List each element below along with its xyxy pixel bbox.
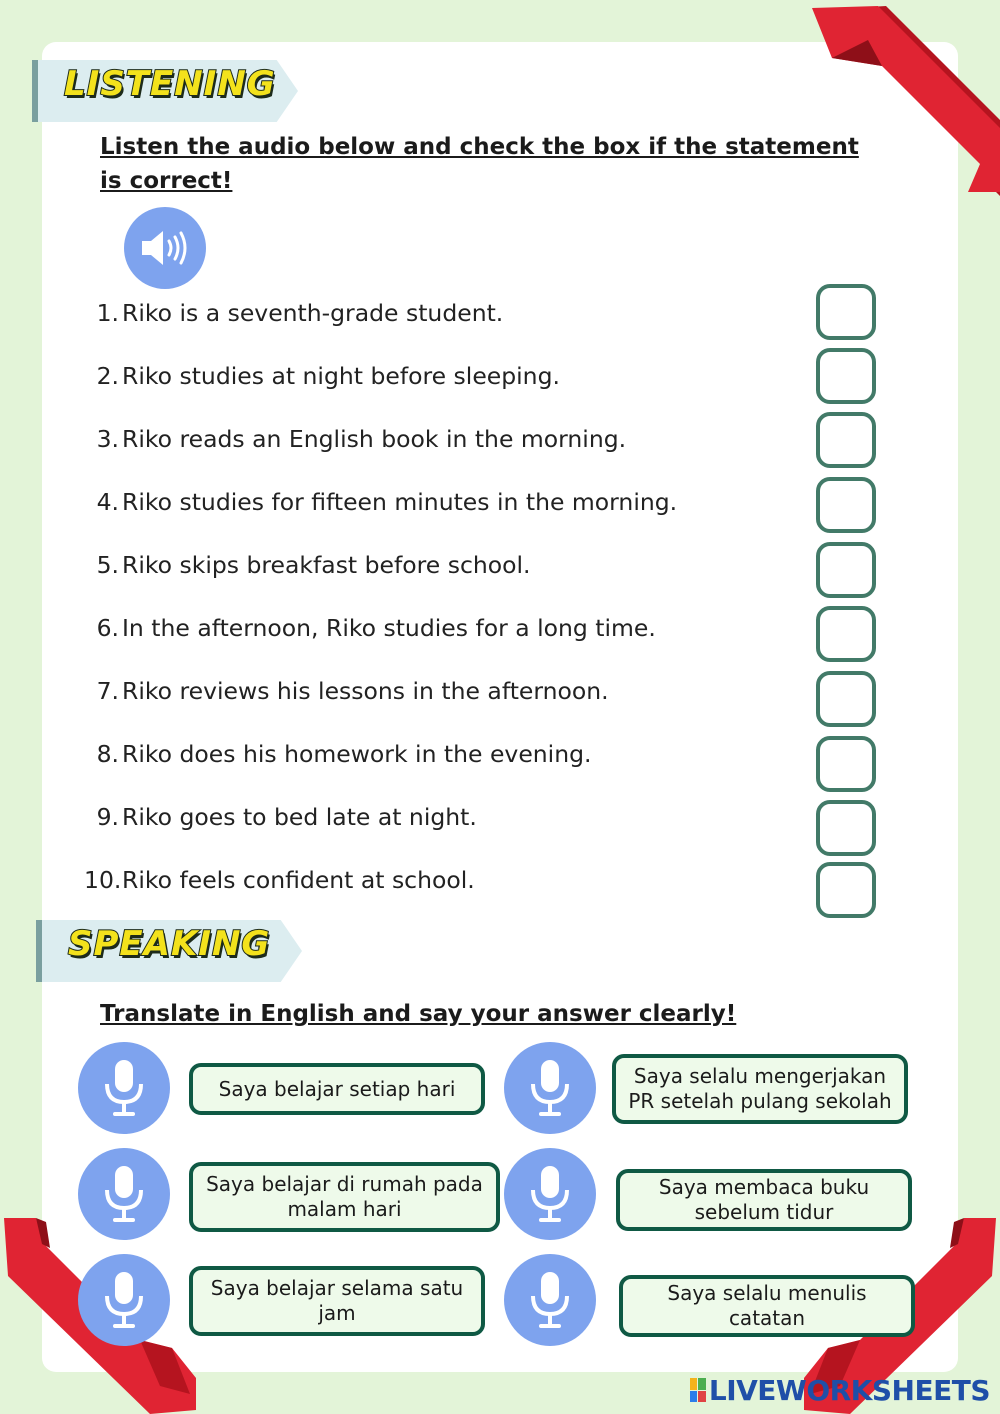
record-button-1[interactable] bbox=[78, 1042, 170, 1134]
answer-checkbox-6[interactable] bbox=[816, 606, 876, 662]
statement-item: 3. Riko reads an English book in the morning. bbox=[96, 425, 627, 453]
record-button-4[interactable] bbox=[504, 1148, 596, 1240]
microphone-icon bbox=[528, 1164, 572, 1224]
record-button-2[interactable] bbox=[504, 1042, 596, 1134]
answer-checkbox-4[interactable] bbox=[816, 477, 876, 533]
listening-title: LISTENING bbox=[64, 64, 276, 104]
audio-play-button[interactable] bbox=[124, 207, 206, 289]
liveworksheets-logo[interactable] bbox=[690, 1372, 990, 1408]
answer-checkbox-8[interactable] bbox=[816, 736, 876, 792]
microphone-icon bbox=[102, 1058, 146, 1118]
answer-checkbox-2[interactable] bbox=[816, 348, 876, 404]
record-button-3[interactable] bbox=[78, 1148, 170, 1240]
phrase-card: Saya belajar selama satu jam bbox=[189, 1266, 485, 1336]
speaking-banner-edge bbox=[36, 920, 42, 982]
listening-banner-edge bbox=[32, 60, 38, 122]
answer-checkbox-9[interactable] bbox=[816, 800, 876, 856]
brand-grid-icon bbox=[690, 1378, 706, 1402]
statement-item: 8. Riko does his homework in the evening. bbox=[96, 740, 592, 768]
phrase-card: Saya selalu mengerjakan PR setelah pulang sekolah bbox=[612, 1054, 908, 1124]
statement-item: 5. Riko skips breakfast before school. bbox=[96, 551, 531, 579]
statement-item: 10. Riko feels confident at school. bbox=[84, 866, 475, 894]
statement-item: 9. Riko goes to bed late at night. bbox=[96, 803, 477, 831]
answer-checkbox-5[interactable] bbox=[816, 542, 876, 598]
answer-checkbox-10[interactable] bbox=[816, 862, 876, 918]
speaker-icon bbox=[138, 228, 192, 268]
microphone-icon bbox=[528, 1058, 572, 1118]
brand-name: LIVEWORKSHEETS bbox=[708, 1373, 990, 1407]
answer-checkbox-7[interactable] bbox=[816, 671, 876, 727]
answer-checkbox-3[interactable] bbox=[816, 412, 876, 468]
speaking-title: SPEAKING bbox=[68, 924, 271, 964]
record-button-6[interactable] bbox=[504, 1254, 596, 1346]
statement-item: 6. In the afternoon, Riko studies for a long time. bbox=[96, 614, 656, 642]
statement-item: 1. Riko is a seventh-grade student. bbox=[96, 299, 504, 327]
microphone-icon bbox=[102, 1164, 146, 1224]
phrase-card: Saya belajar setiap hari bbox=[189, 1063, 485, 1115]
answer-checkbox-1[interactable] bbox=[816, 284, 876, 340]
statement-item: 7. Riko reviews his lessons in the afternoon. bbox=[96, 677, 609, 705]
phrase-card: Saya belajar di rumah pada malam hari bbox=[189, 1162, 500, 1232]
statement-item: 2. Riko studies at night before sleeping. bbox=[96, 362, 560, 390]
speaking-instruction: Translate in English and say your answer clearly! bbox=[100, 1001, 737, 1027]
statement-item: 4. Riko studies for fifteen minutes in the morning. bbox=[96, 488, 678, 516]
record-button-5[interactable] bbox=[78, 1254, 170, 1346]
phrase-card: Saya selalu menulis catatan bbox=[619, 1275, 915, 1337]
phrase-card: Saya membaca buku sebelum tidur bbox=[616, 1169, 912, 1231]
listening-instruction: Listen the audio below and check the box if the statement is correct! bbox=[100, 134, 859, 194]
microphone-icon bbox=[528, 1270, 572, 1330]
microphone-icon bbox=[102, 1270, 146, 1330]
